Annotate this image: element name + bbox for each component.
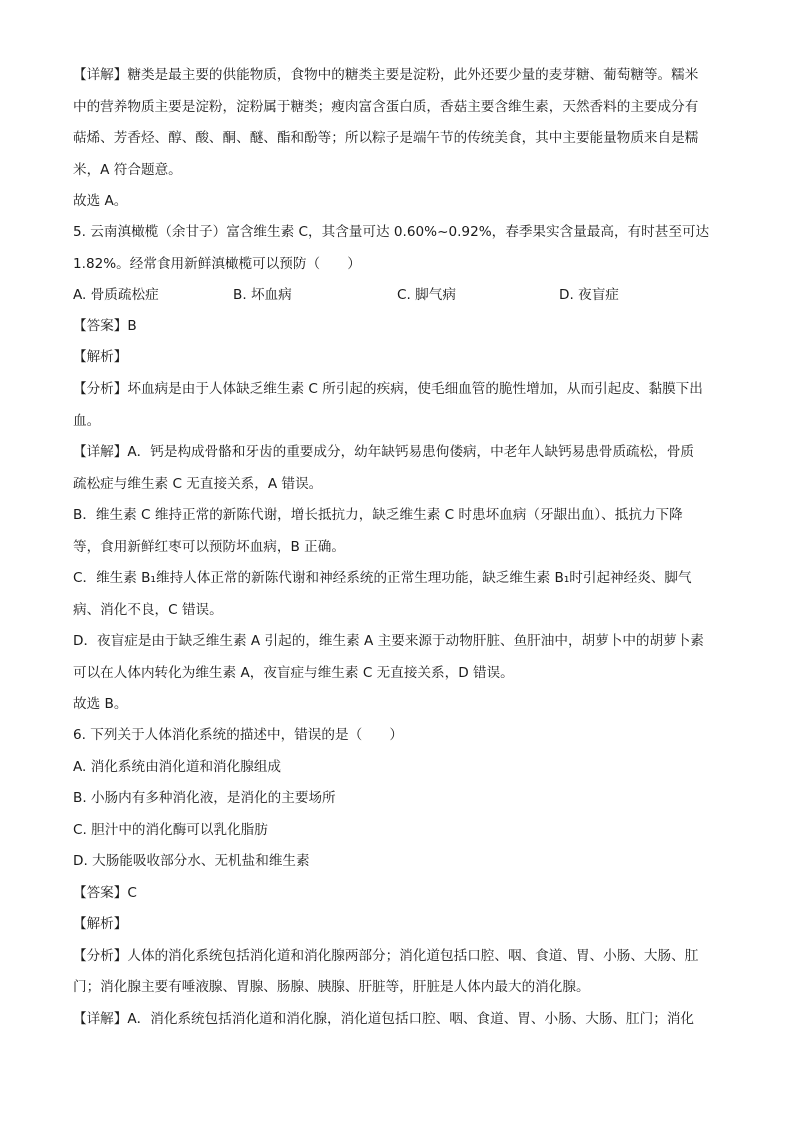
text-line: 【分析】坏血病是由于人体缺乏维生素 C 所引起的疾病，使毛细血管的脆性增加，从而引起皮、黏膜下出 [73, 381, 703, 397]
text-line: 中的营养物质主要是淀粉，淀粉属于糖类；瘦肉富含蛋白质，香菇主要含维生素，天然香料的主要成分有 [73, 98, 699, 115]
text-line: 【解析】 [73, 349, 128, 365]
text-line: 等，食用新鲜红枣可以预防坏血病，B 正确。 [73, 538, 345, 555]
text-line: 【详解】糖类是最主要的供能物质，食物中的糖类主要是淀粉，此外还要少量的麦芽糖、葡萄糖等。糯米 [73, 67, 699, 83]
text-block [73, 374, 721, 437]
text-line: B. 小肠内有多种消化液，是消化的主要场所 [73, 790, 336, 806]
text-block [73, 720, 721, 1035]
text-line: 5. 云南滇橄榄（余甘子）富含维生素 C，其含量可达 0.60%~0.92%，春季果实含量最高，有时甚至可达 [73, 224, 710, 240]
question-5-options [73, 280, 721, 312]
text-line: 【详解】A．钙是构成骨骼和牙齿的重要成分，幼年缺钙易患佝偻病，中老年人缺钙易患骨质疏松，骨质 [73, 444, 695, 460]
text-line: 米，A 符合题意。 [73, 161, 182, 178]
text-line: 萜烯、芳香烃、醇、酸、酮、醚、酯和酚等；所以粽子是端午节的传统美食，其中主要能量物质来自是糯 [73, 130, 699, 146]
text-line: A. 消化系统由消化道和消化腺组成 [73, 758, 282, 775]
text-line: D. 大肠能吸收部分水、无机盐和维生素 [73, 853, 310, 869]
text-block [73, 342, 721, 374]
text-line: 疏松症与维生素 C 无直接关系，A 错误。 [73, 475, 323, 492]
text-line: C. 胆汁中的消化酶可以乳化脂肪 [73, 821, 268, 838]
text-line: 故选 B。 [73, 696, 128, 712]
text-block [73, 60, 721, 186]
text-line: B．维生素 C 维持正常的新陈代谢，增长抵抗力，缺乏维生素 C 时患坏血病（牙龈出血）、抵抗力下降 [73, 507, 683, 523]
option-d: D. 夜盲症 [559, 287, 619, 303]
text-line: 血。 [73, 412, 101, 429]
text-line: 【答案】B [73, 318, 137, 334]
option-a: A. 骨质疏松症 [73, 287, 159, 303]
text-line: 6. 下列关于人体消化系统的描述中，错误的是（ ） [73, 727, 403, 743]
text-line: 1.82%。经常食用新鲜滇橄榄可以预防（ ） [73, 255, 361, 272]
text-line: 门；消化腺主要有唾液腺、胃腺、肠腺、胰腺、肝脏等，肝脏是人体内最大的消化腺。 [73, 979, 590, 995]
text-line: 【解析】 [73, 916, 128, 932]
text-line: 【详解】A．消化系统包括消化道和消化腺，消化道包括口腔、咽、食道、胃、小肠、大肠、肛门；消化 [73, 1010, 695, 1027]
text-block [73, 437, 721, 721]
option-b: B. 坏血病 [233, 287, 292, 303]
text-block [73, 186, 721, 218]
text-line: C．维生素 B₁维持人体正常的新陈代谢和神经系统的正常生理功能，缺乏维生素 B₁时引起神经炎、脚气 [73, 570, 692, 586]
text-line: 可以在人体内转化为维生素 A，夜盲症与维生素 C 无直接关系，D 错误。 [73, 664, 514, 681]
text-line: 【分析】人体的消化系统包括消化道和消化腺两部分；消化道包括口腔、咽、食道、胃、小肠、大肠、肛 [73, 947, 699, 964]
text-block [73, 217, 721, 280]
text-line: D．夜盲症是由于缺乏维生素 A 引起的，维生素 A 主要来源于动物肝脏、鱼肝油中，胡萝卜中的胡萝卜素 [73, 633, 704, 649]
option-c: C. 脚气病 [397, 287, 456, 303]
text-line: 故选 A。 [73, 193, 128, 209]
text-block [73, 311, 721, 343]
text-line: 【答案】C [73, 884, 137, 901]
text-line: 病、消化不良，C 错误。 [73, 601, 223, 618]
